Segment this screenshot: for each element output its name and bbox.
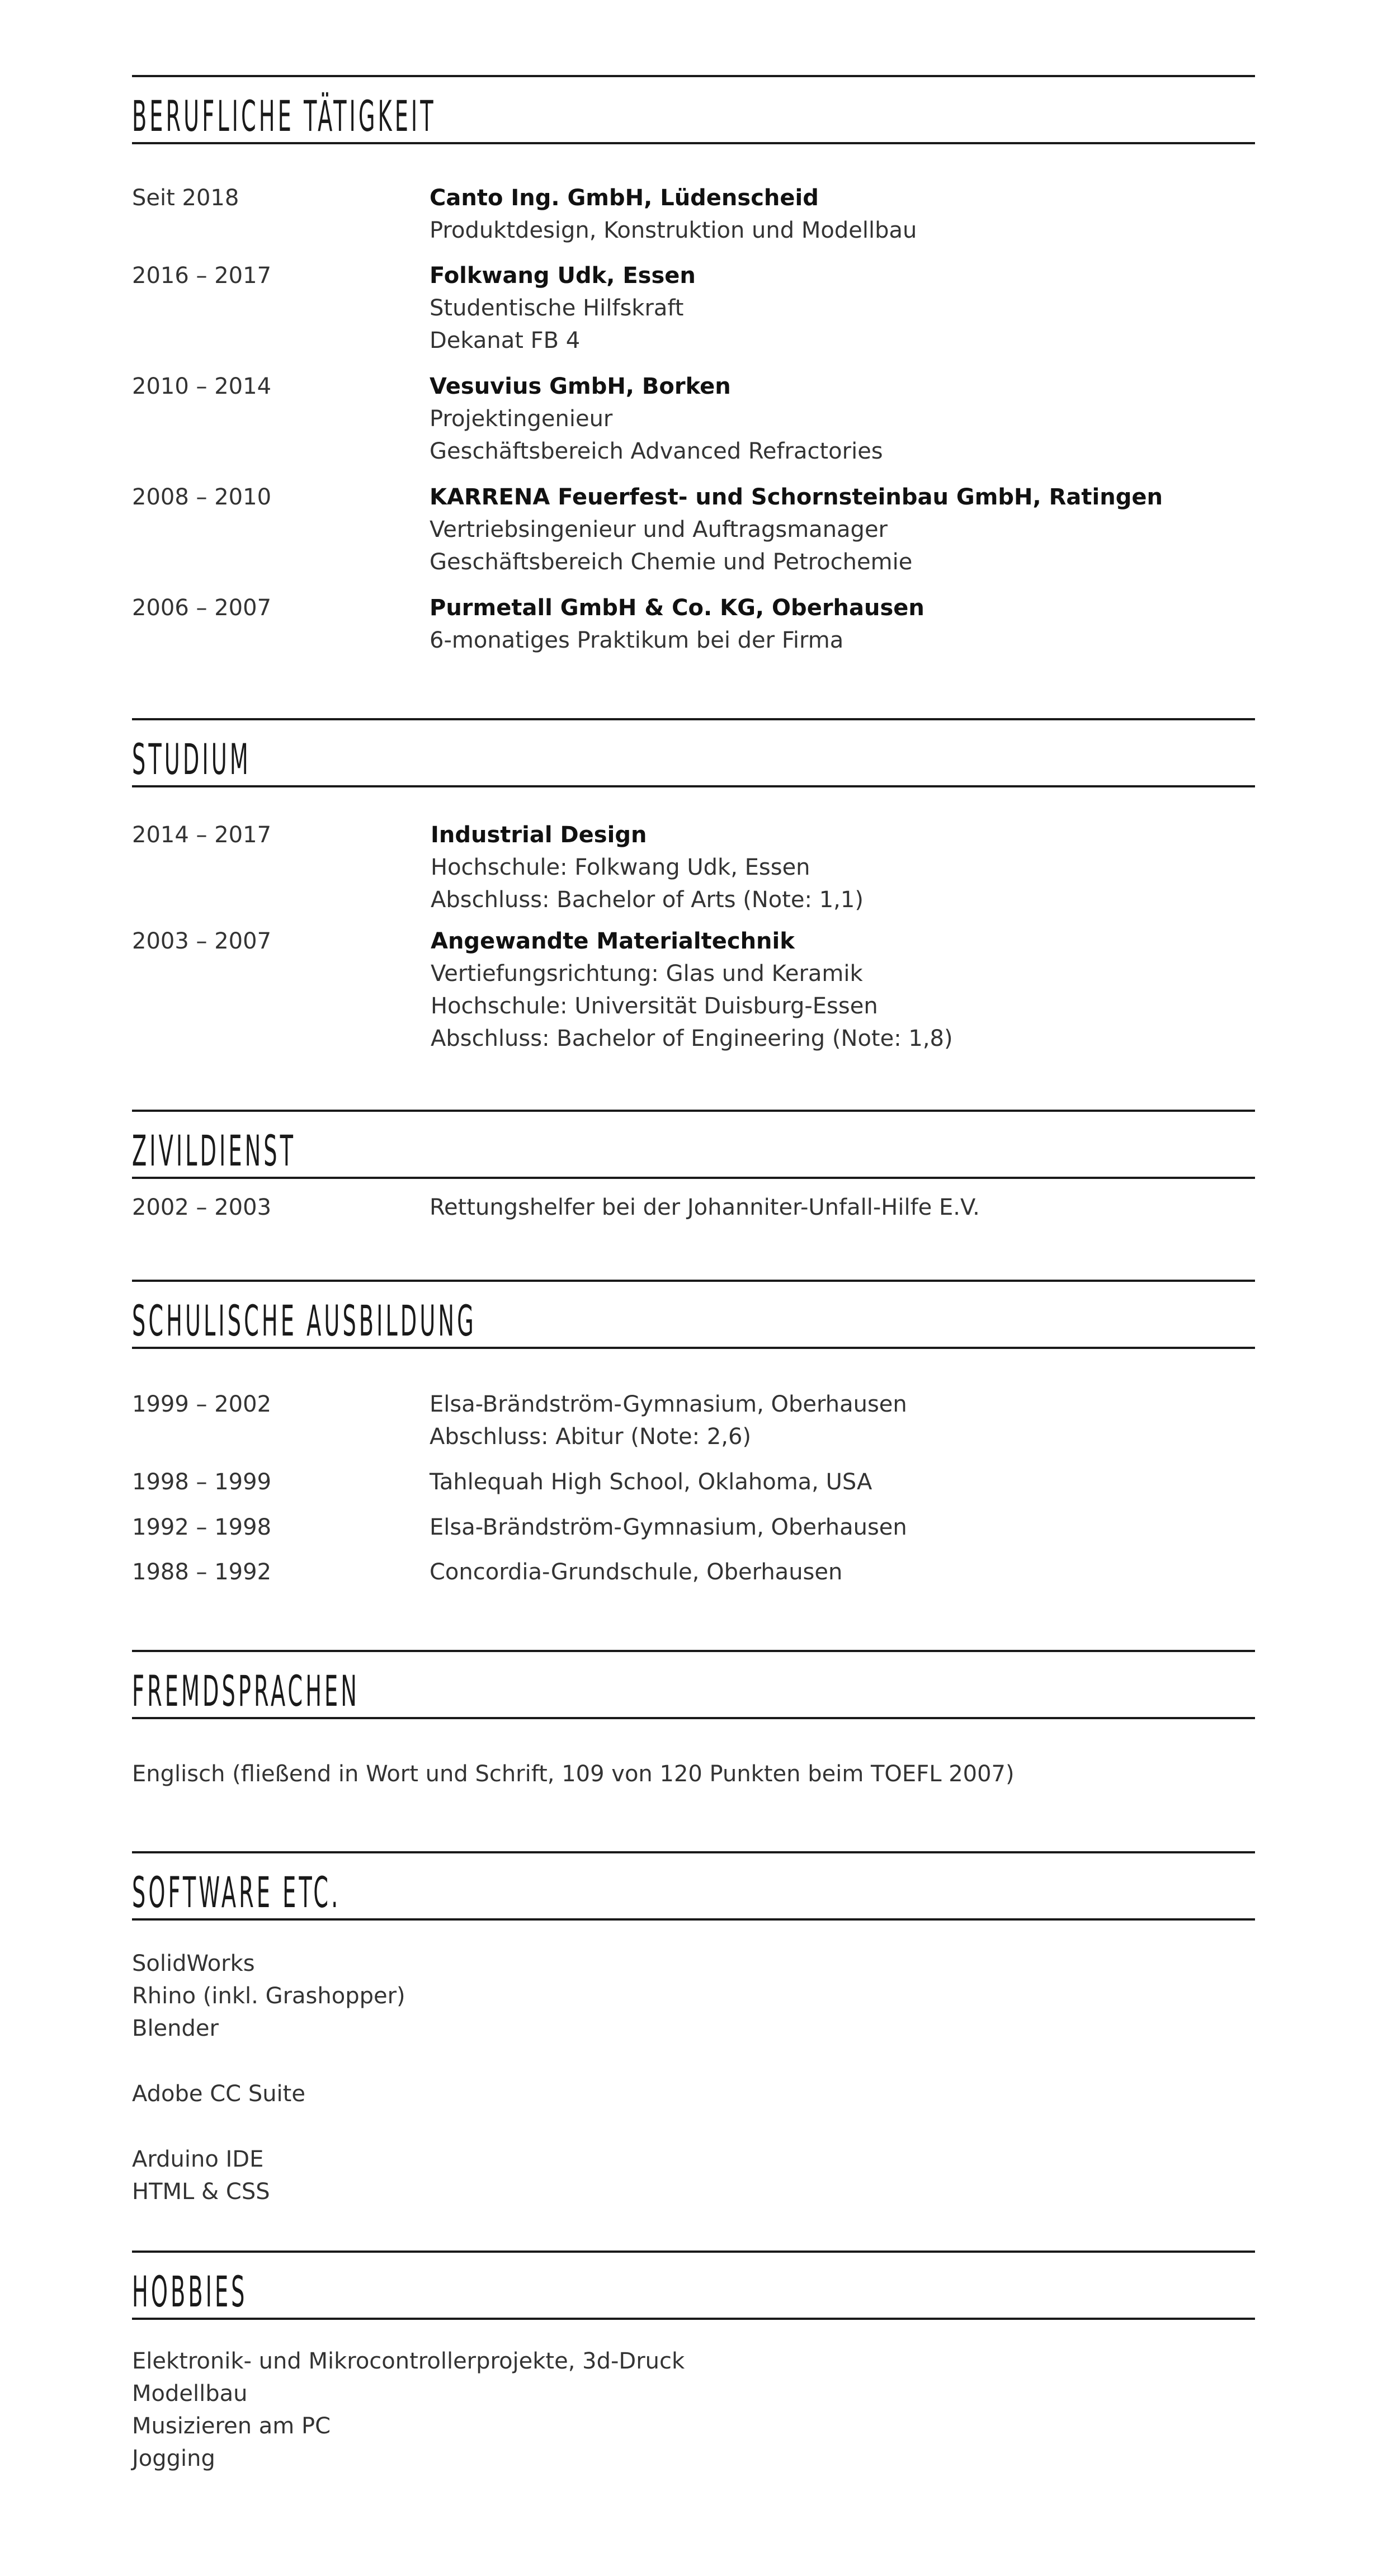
entry-line: Tahlequah High School, Oklahoma, USA bbox=[430, 1469, 872, 1495]
entry-line: Produktdesign, Konstruktion und Modellbau bbox=[430, 218, 917, 243]
entry-line: Elsa-Brändström-Gymnasium, Oberhausen bbox=[430, 1515, 907, 1540]
section-heading: BERUFLICHE TÄTIGKEIT bbox=[132, 91, 436, 141]
section-bottom-rule bbox=[132, 2318, 1255, 2320]
entry-line: Hochschule: Folkwang Udk, Essen bbox=[431, 855, 810, 880]
section-heading: STUDIUM bbox=[132, 734, 251, 784]
section-bottom-rule bbox=[132, 785, 1255, 787]
section-bottom-rule bbox=[132, 1918, 1255, 1921]
software-item: Adobe CC Suite bbox=[132, 2081, 305, 2107]
section-top-rule bbox=[132, 75, 1255, 77]
entry-details bbox=[430, 592, 924, 657]
entry-date: 2003 – 2007 bbox=[132, 928, 272, 954]
entry-line: Hochschule: Universität Duisburg-Essen bbox=[431, 993, 878, 1019]
entry-date: 1992 – 1998 bbox=[132, 1515, 272, 1540]
entry-details bbox=[430, 1388, 907, 1453]
entry-title: Canto Ing. GmbH, Lüdenscheid bbox=[430, 185, 819, 211]
entry-date: 1998 – 1999 bbox=[132, 1469, 272, 1495]
section-heading: FREMDSPRACHEN bbox=[132, 1666, 360, 1716]
entry-date: 2002 – 2003 bbox=[132, 1195, 272, 1220]
section-heading: ZIVILDIENST bbox=[132, 1126, 296, 1176]
software-item: Arduino IDE bbox=[132, 2146, 264, 2172]
entry-line: Rettungshelfer bei der Johanniter-Unfall-Hilfe E.V. bbox=[430, 1195, 980, 1220]
entry-date: 2008 – 2010 bbox=[132, 484, 272, 510]
entry-title: Purmetall GmbH & Co. KG, Oberhausen bbox=[430, 595, 924, 621]
entry-details bbox=[430, 182, 917, 247]
entry-date: Seit 2018 bbox=[132, 185, 239, 211]
section-bottom-rule bbox=[132, 1717, 1255, 1719]
entry-line: Vertiefungsrichtung: Glas und Keramik bbox=[431, 961, 863, 987]
section-top-rule bbox=[132, 1650, 1255, 1652]
entry-details bbox=[430, 260, 696, 357]
entry-line: Abschluss: Bachelor of Engineering (Note: 1,8) bbox=[431, 1026, 953, 1051]
section-top-rule bbox=[132, 1280, 1255, 1282]
entry-line: Projektingenieur bbox=[430, 406, 613, 432]
section-top-rule bbox=[132, 1110, 1255, 1112]
entry-line: Studentische Hilfskraft bbox=[430, 295, 684, 321]
entry-line: Vertriebsingenieur und Auftragsmanager bbox=[430, 517, 888, 542]
entry-title: Angewandte Materialtechnik bbox=[431, 928, 795, 954]
software-item: HTML & CSS bbox=[132, 2179, 270, 2205]
software-item: SolidWorks bbox=[132, 1951, 255, 1976]
section-heading: SOFTWARE ETC. bbox=[132, 1867, 341, 1917]
entry-details bbox=[430, 370, 883, 468]
entry-title: Industrial Design bbox=[431, 822, 647, 848]
entry-line: Geschäftsbereich Chemie und Petrochemie bbox=[430, 549, 913, 575]
entry-line: Geschäftsbereich Advanced Refractories bbox=[430, 438, 883, 464]
hobby-item: Modellbau bbox=[132, 2381, 248, 2407]
entry-details bbox=[431, 925, 953, 1055]
entry-date: 1999 – 2002 bbox=[132, 1391, 272, 1417]
entry-details bbox=[430, 1511, 907, 1544]
entry-line: Elsa-Brändström-Gymnasium, Oberhausen bbox=[430, 1391, 907, 1417]
entry-date: 2016 – 2017 bbox=[132, 263, 272, 289]
entry-line: Abschluss: Bachelor of Arts (Note: 1,1) bbox=[431, 887, 864, 913]
entry-title: KARRENA Feuerfest- und Schornsteinbau GmbH, Ratingen bbox=[430, 484, 1163, 510]
entry-line: Dekanat FB 4 bbox=[430, 328, 581, 353]
language-line: Englisch (fließend in Wort und Schrift, 109 von 120 Punkten beim TOEFL 2007) bbox=[132, 1761, 1015, 1787]
software-item: Blender bbox=[132, 2016, 219, 2041]
software-item: Rhino (inkl. Grashopper) bbox=[132, 1983, 405, 2009]
section-top-rule bbox=[132, 718, 1255, 720]
entry-line: 6-monatiges Praktikum bei der Firma bbox=[430, 628, 844, 653]
entry-date: 1988 – 1992 bbox=[132, 1559, 272, 1585]
entry-details bbox=[430, 1466, 872, 1498]
entry-date: 2010 – 2014 bbox=[132, 374, 272, 399]
entry-title: Vesuvius GmbH, Borken bbox=[430, 374, 731, 399]
entry-title: Folkwang Udk, Essen bbox=[430, 263, 696, 289]
hobby-item: Jogging bbox=[132, 2446, 215, 2471]
section-top-rule bbox=[132, 1851, 1255, 1853]
section-top-rule bbox=[132, 2251, 1255, 2253]
section-bottom-rule bbox=[132, 142, 1255, 144]
section-heading: SCHULISCHE AUSBILDUNG bbox=[132, 1296, 477, 1346]
entry-date: 2006 – 2007 bbox=[132, 595, 272, 621]
entry-details bbox=[430, 481, 1163, 578]
entry-line: Abschluss: Abitur (Note: 2,6) bbox=[430, 1424, 752, 1450]
entry-details bbox=[430, 1191, 980, 1224]
hobby-item: Elektronik- und Mikrocontrollerprojekte, 3d-Druck bbox=[132, 2348, 685, 2374]
hobby-item: Musizieren am PC bbox=[132, 2413, 331, 2439]
entry-line: Concordia-Grundschule, Oberhausen bbox=[430, 1559, 843, 1585]
entry-details bbox=[430, 1556, 842, 1588]
section-bottom-rule bbox=[132, 1177, 1255, 1179]
section-heading: HOBBIES bbox=[132, 2267, 248, 2316]
section-bottom-rule bbox=[132, 1347, 1255, 1349]
entry-date: 2014 – 2017 bbox=[132, 822, 272, 848]
entry-details bbox=[431, 819, 864, 916]
